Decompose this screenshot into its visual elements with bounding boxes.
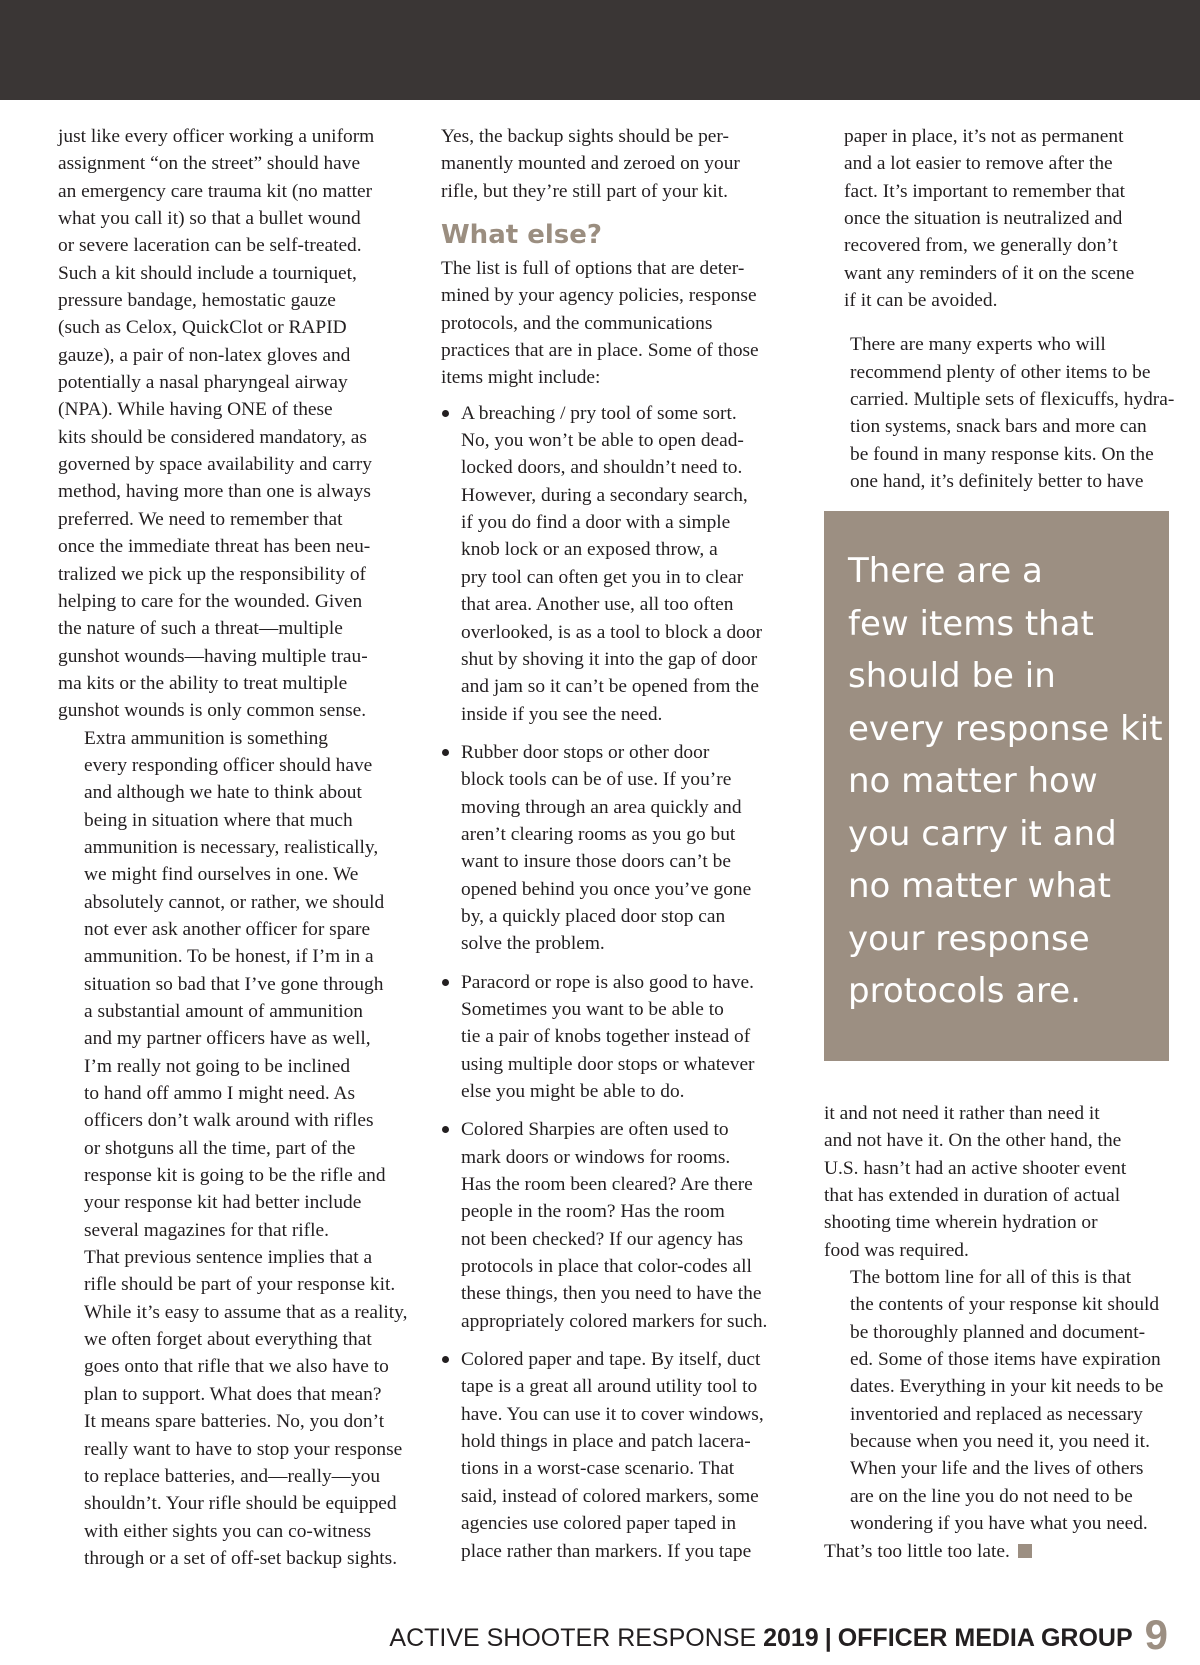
text-line: Colored Sharpies are often used to	[461, 1119, 729, 1141]
text-line: block tools can be of use. If you’re	[461, 769, 732, 791]
text-line: and a lot easier to remove after the	[844, 153, 1113, 175]
text-line: we might find ourselves in one. We	[84, 864, 359, 886]
text-line: not ever ask another officer for spare	[84, 918, 371, 940]
text-line: your response	[848, 918, 1090, 959]
text-line: by, a quickly placed door stop can	[461, 905, 726, 927]
text-line: no matter how	[848, 761, 1098, 801]
text-line: and not have it. On the other hand, the	[824, 1130, 1122, 1152]
text-line: if it can be avoided.	[844, 290, 998, 312]
text-line: recommend plenty of other items to be	[850, 361, 1151, 383]
text-line: While it’s easy to assume that as a reality,	[84, 1301, 408, 1323]
conclusion-paragraph	[824, 1264, 1169, 1565]
text-line: several magazines for that rifle.	[84, 1219, 329, 1241]
text-line: inside if you see the need.	[461, 703, 663, 725]
text-line: really want to have to stop your response	[84, 1438, 403, 1460]
list-item	[441, 1116, 791, 1335]
text-line: people in the room? Has the room	[461, 1201, 725, 1223]
list-item	[441, 1346, 791, 1565]
text-line: moving through an area quickly and	[461, 796, 742, 818]
article-column-1	[58, 123, 408, 1572]
text-line: goes onto that rifle that we also have to	[84, 1356, 389, 1378]
text-line: every response kit	[848, 708, 1163, 749]
text-line: The bottom line for all of this is that	[850, 1267, 1132, 1289]
text-line: or severe laceration can be self-treated.	[58, 235, 362, 257]
text-line: an emergency care trauma kit (no matter	[58, 180, 373, 202]
text-line: overlooked, is as a tool to block a door	[461, 621, 763, 643]
lead-paragraph	[441, 255, 791, 392]
text-line: every responding officer should have	[84, 754, 373, 776]
text-line: shooting time wherein hydration or	[824, 1212, 1098, 1234]
text-line: with either sights you can co-witness	[84, 1520, 372, 1542]
text-line: officers don’t walk around with rifles	[84, 1110, 374, 1132]
text-line: it and not need it rather than need it	[824, 1103, 1100, 1124]
text-line: shouldn’t. Your rifle should be equipped	[84, 1493, 397, 1515]
text-line: locked doors, and shouldn’t need to.	[461, 457, 743, 479]
text-line: using multiple door stops or whatever	[461, 1053, 755, 1075]
text-line: No, you won’t be able to open dead-	[461, 430, 744, 452]
text-line: Rubber door stops or other door	[461, 741, 710, 763]
text-line: just like every officer working a uniform	[58, 126, 375, 147]
text-line: assignment “on the street” should have	[58, 153, 361, 175]
text-line: these things, then you need to have the	[461, 1283, 762, 1305]
text-line: plan to support. What does that mean?	[84, 1383, 382, 1405]
text-line: kits should be considered mandatory, as	[58, 426, 367, 448]
text-line: That previous sentence implies that a	[84, 1247, 373, 1269]
text-line: There are a	[848, 551, 1043, 591]
text-line: not been checked? If our agency has	[461, 1228, 744, 1250]
article-column-2	[441, 123, 791, 1576]
after-quote-paragraph	[824, 1100, 1169, 1264]
text-line: There are many experts who will	[850, 334, 1106, 356]
text-line: you carry it and	[848, 813, 1117, 854]
text-line: to hand off ammo I might need. As	[84, 1083, 356, 1105]
text-line: fact. It’s important to remember that	[844, 180, 1126, 202]
body-paragraph	[58, 725, 408, 1245]
text-line: practices that are in place. Some of those	[441, 340, 759, 362]
footer-year: 2019	[763, 1624, 819, 1652]
text-line: else you might be able to do.	[461, 1081, 685, 1102]
text-line: once the immediate threat has been neu-	[58, 536, 371, 558]
footer-brand: OFFICER MEDIA GROUP	[837, 1624, 1133, 1652]
text-line: be found in many response kits. On the	[850, 443, 1154, 465]
text-line: tralized we pick up the responsibility of	[58, 563, 367, 585]
items-list	[441, 400, 791, 1565]
text-line: manently mounted and zeroed on your	[441, 153, 740, 175]
text-line: The list is full of options that are deter-	[441, 258, 745, 280]
text-line: When your life and the lives of others	[850, 1458, 1144, 1480]
text-line: governed by space availability and carry	[58, 454, 372, 476]
text-line: gunshot wounds is only common sense.	[58, 700, 367, 722]
text-line: tion systems, snack bars and more can	[850, 416, 1147, 438]
text-line: through or a set of off-set backup sights.	[84, 1547, 398, 1569]
list-item	[441, 739, 791, 958]
text-line: wondering if you have what you need.	[850, 1513, 1148, 1535]
text-line: rifle should be part of your response kit.	[84, 1274, 396, 1296]
text-line: gunshot wounds—having multiple trau-	[58, 645, 368, 667]
text-line: Extra ammunition is something	[84, 727, 328, 749]
text-line: being in situation where that much	[84, 809, 353, 831]
text-line: ma kits or the ability to treat multiple	[58, 672, 348, 694]
text-line: once the situation is neutralized and	[844, 208, 1123, 230]
experts-paragraph	[824, 331, 1175, 495]
text-line: tions in a worst-case scenario. That	[461, 1458, 735, 1480]
text-line: gauze), a pair of non-latex gloves and	[58, 344, 351, 366]
pull-quote	[824, 511, 1169, 1061]
text-line: a substantial amount of ammunition	[84, 1001, 363, 1022]
text-line: U.S. hasn’t had an active shooter event	[824, 1157, 1127, 1179]
text-line: should be in	[848, 656, 1056, 696]
text-line: recovered from, we generally don’t	[844, 235, 1118, 257]
text-line: opened behind you once you’ve gone	[461, 878, 752, 900]
text-line: potentially a nasal pharyngeal airway	[58, 372, 348, 394]
text-line: what you call it) so that a bullet wound	[58, 208, 361, 230]
text-line: your response kit had better include	[84, 1192, 362, 1214]
body-paragraph	[58, 123, 408, 725]
text-line: said, instead of colored markers, some	[461, 1485, 759, 1507]
text-line: I’m really not going to be inclined	[84, 1055, 351, 1077]
text-line: the contents of your response kit should	[850, 1294, 1160, 1316]
text-line: situation so bad that I’ve gone through	[84, 973, 384, 995]
text-line: and my partner officers have as well,	[84, 1028, 371, 1050]
text-line: absolutely cannot, or rather, we should	[84, 891, 385, 913]
text-line: (such as Celox, QuickClot or RAPID	[58, 317, 347, 339]
text-line: method, having more than one is always	[58, 481, 371, 503]
text-line: (NPA). While having ONE of these	[58, 399, 333, 421]
text-line: if you do find a door with a simple	[461, 512, 731, 534]
pull-quote-text	[848, 545, 1163, 1018]
text-line: the nature of such a threat—multiple	[58, 618, 343, 640]
text-line: rifle, but they’re still part of your kit.	[441, 180, 729, 202]
text-line: paper in place, it’s not as permanent	[844, 126, 1124, 147]
text-line: or shotguns all the time, part of the	[84, 1137, 356, 1159]
text-line: that area. Another use, all too often	[461, 594, 734, 616]
footer-publication: ACTIVE SHOOTER RESPONSE	[389, 1624, 757, 1652]
text-line: appropriately colored markers for such.	[461, 1310, 768, 1332]
text-line: ammunition. To be honest, if I’m in a	[84, 946, 374, 968]
text-line: dates. Everything in your kit needs to be	[850, 1376, 1164, 1398]
text-line: and although we hate to think about	[84, 782, 362, 804]
text-line: tie a pair of knobs together instead of	[461, 1026, 751, 1048]
list-item	[441, 400, 791, 728]
text-line: It means spare batteries. No, you don’t	[84, 1411, 385, 1433]
text-line: place rather than markers. If you tape	[461, 1540, 752, 1562]
end-of-article-mark	[1018, 1544, 1032, 1558]
text-line: A breaching / pry tool of some sort.	[461, 402, 737, 424]
list-item	[441, 969, 791, 1106]
text-line: That’s too little too late.	[824, 1540, 1010, 1562]
text-line: one hand, it’s definitely better to have	[850, 471, 1144, 493]
text-line: However, during a secondary search,	[461, 484, 748, 506]
text-line: that has extended in duration of actual	[824, 1185, 1121, 1207]
footer-separator: |	[824, 1624, 832, 1652]
text-line: Such a kit should include a tourniquet,	[58, 262, 357, 284]
intro-paragraph	[441, 123, 791, 205]
text-line: ammunition is necessary, realistically,	[84, 836, 379, 858]
text-line: Colored paper and tape. By itself, duct	[461, 1349, 761, 1371]
text-line: carried. Multiple sets of flexicuffs, hydra-	[850, 389, 1175, 411]
text-line: aren’t clearing rooms as you go but	[461, 823, 736, 845]
section-heading: What else?	[441, 220, 602, 251]
text-line: preferred. We need to remember that	[58, 508, 343, 530]
text-line: knob lock or an exposed throw, a	[461, 539, 718, 561]
text-line: mark doors or windows for rooms.	[461, 1146, 731, 1168]
text-line: Has the room been cleared? Are there	[461, 1174, 753, 1196]
continued-paragraph	[824, 123, 1169, 314]
text-line: and jam so it can’t be opened from the	[461, 676, 759, 698]
text-line: few items that	[848, 603, 1094, 644]
top-banner	[0, 0, 1200, 100]
article-column-3-continued	[824, 1100, 1169, 1565]
text-line: have. You can use it to cover windows,	[461, 1403, 764, 1425]
text-line: protocols, and the communications	[441, 312, 713, 334]
text-line: to replace batteries, and—really—you	[84, 1465, 381, 1487]
text-line: Paracord or rope is also good to have.	[461, 971, 754, 993]
text-line: tape is a great all around utility tool to	[461, 1376, 758, 1398]
text-line: response kit is going to be the rifle and	[84, 1165, 386, 1187]
page-number: 9	[1144, 1611, 1168, 1658]
text-line: ed. Some of those items have expiration	[850, 1349, 1161, 1371]
text-line: food was required.	[824, 1239, 969, 1261]
text-line: shut by shoving it into the gap of door	[461, 648, 758, 670]
text-line: are on the line you do not need to be	[850, 1485, 1133, 1507]
text-line: inventoried and replaced as necessary	[850, 1403, 1143, 1425]
text-line: Sometimes you want to be able to	[461, 998, 724, 1020]
text-line: pressure bandage, hemostatic gauze	[58, 290, 336, 312]
text-line: items might include:	[441, 367, 601, 389]
article-column-3	[824, 123, 1175, 495]
text-line: no matter what	[848, 866, 1112, 906]
text-line: solve the problem.	[461, 933, 605, 955]
text-line: protocols are.	[848, 971, 1082, 1011]
text-line: be thoroughly planned and document-	[850, 1321, 1146, 1343]
body-paragraph	[58, 1244, 408, 1572]
text-line: agencies use colored paper taped in	[461, 1513, 737, 1535]
text-line: helping to care for the wounded. Given	[58, 590, 363, 612]
text-line: hold things in place and patch lacera-	[461, 1431, 751, 1453]
text-line: want to insure those doors can’t be	[461, 851, 731, 873]
text-line: because when you need it, you need it.	[850, 1431, 1150, 1453]
text-line: want any reminders of it on the scene	[844, 262, 1135, 284]
text-line: protocols in place that color-codes all	[461, 1256, 752, 1278]
text-line: Yes, the backup sights should be per-	[441, 126, 729, 147]
page-footer	[389, 1611, 1168, 1658]
text-line: pry tool can often get you in to clear	[461, 566, 744, 588]
text-line: we often forget about everything that	[84, 1329, 372, 1351]
text-line: mined by your agency policies, response	[441, 285, 757, 307]
